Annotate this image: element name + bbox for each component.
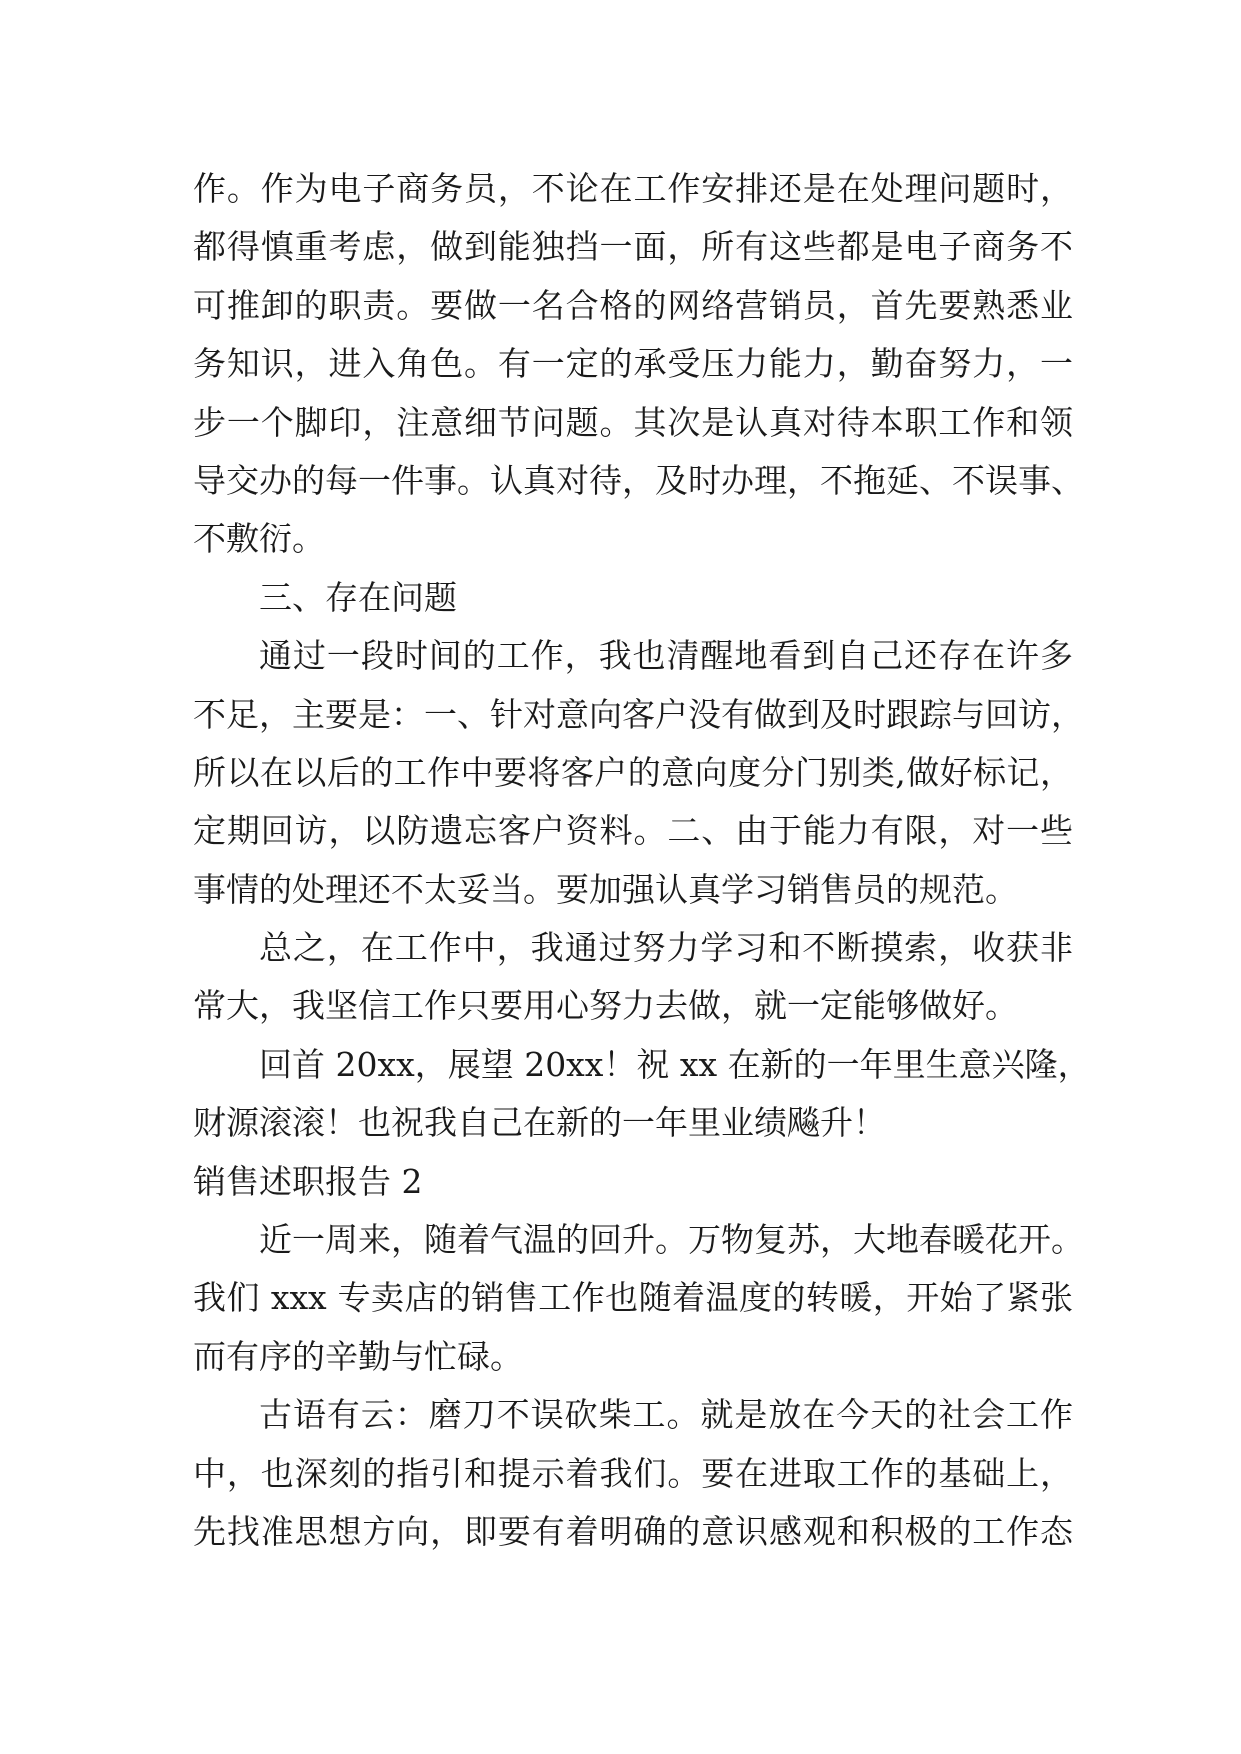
paragraph-line: 总之，在工作中，我通过努力学习和不断摸索，收获非 xyxy=(259,928,1073,968)
paragraph-line: 步一个脚印，注意细节问题。其次是认真对待本职工作和领 xyxy=(193,402,1073,442)
paragraph-line: 可推卸的职责。要做一名合格的网络营销员，首先要熟悉业 xyxy=(193,285,1073,325)
report-title: 销售述职报告 2 xyxy=(193,1161,423,1201)
paragraph-line: 都得慎重考虑，做到能独挡一面，所有这些都是电子商务不 xyxy=(193,227,1073,267)
paragraph-line: 不敷衍。 xyxy=(193,519,325,559)
section-heading: 三、存在问题 xyxy=(259,577,457,617)
paragraph-line: 中，也深刻的指引和提示着我们。要在进取工作的基础上， xyxy=(193,1453,1073,1493)
paragraph-line: 务知识，进入角色。有一定的承受压力能力，勤奋努力，一 xyxy=(193,344,1073,384)
paragraph-line: 不足，主要是：一、针对意向客户没有做到及时跟踪与回访， xyxy=(193,694,1084,734)
document-body xyxy=(193,160,1091,1561)
paragraph-line: 事情的处理还不太妥当。要加强认真学习销售员的规范。 xyxy=(193,869,1018,909)
paragraph-line: 近一周来，随着气温的回升。万物复苏，大地春暖花开。 xyxy=(259,1220,1084,1260)
paragraph-line: 作。作为电子商务员，不论在工作安排还是在处理问题时， xyxy=(193,169,1073,208)
paragraph-line: 回首 20xx，展望 20xx！祝 xx 在新的一年里生意兴隆， xyxy=(259,1044,1091,1084)
paragraph-line: 定期回访，以防遗忘客户资料。二、由于能力有限，对一些 xyxy=(193,811,1073,851)
paragraph-line: 我们 xxx 专卖店的销售工作也随着温度的转暖，开始了紧张 xyxy=(193,1278,1073,1318)
paragraph-line: 所以在以后的工作中要将客户的意向度分门别类,做好标记， xyxy=(193,752,1073,792)
paragraph-line: 通过一段时间的工作，我也清醒地看到自己还存在许多 xyxy=(259,636,1073,676)
paragraph-line: 而有序的辛勤与忙碌。 xyxy=(193,1336,523,1376)
paragraph-line: 常大，我坚信工作只要用心努力去做，就一定能够做好。 xyxy=(193,986,1018,1026)
paragraph-line: 导交办的每一件事。认真对待，及时办理，不拖延、不误事、 xyxy=(193,460,1084,500)
paragraph-line: 古语有云：磨刀不误砍柴工。就是放在今天的社会工作 xyxy=(259,1395,1073,1435)
paragraph-line: 财源滚滚！也祝我自己在新的一年里业绩飚升！ xyxy=(193,1103,886,1143)
paragraph-line: 先找准思想方向，即要有着明确的意识感观和积极的工作态 xyxy=(193,1511,1073,1551)
